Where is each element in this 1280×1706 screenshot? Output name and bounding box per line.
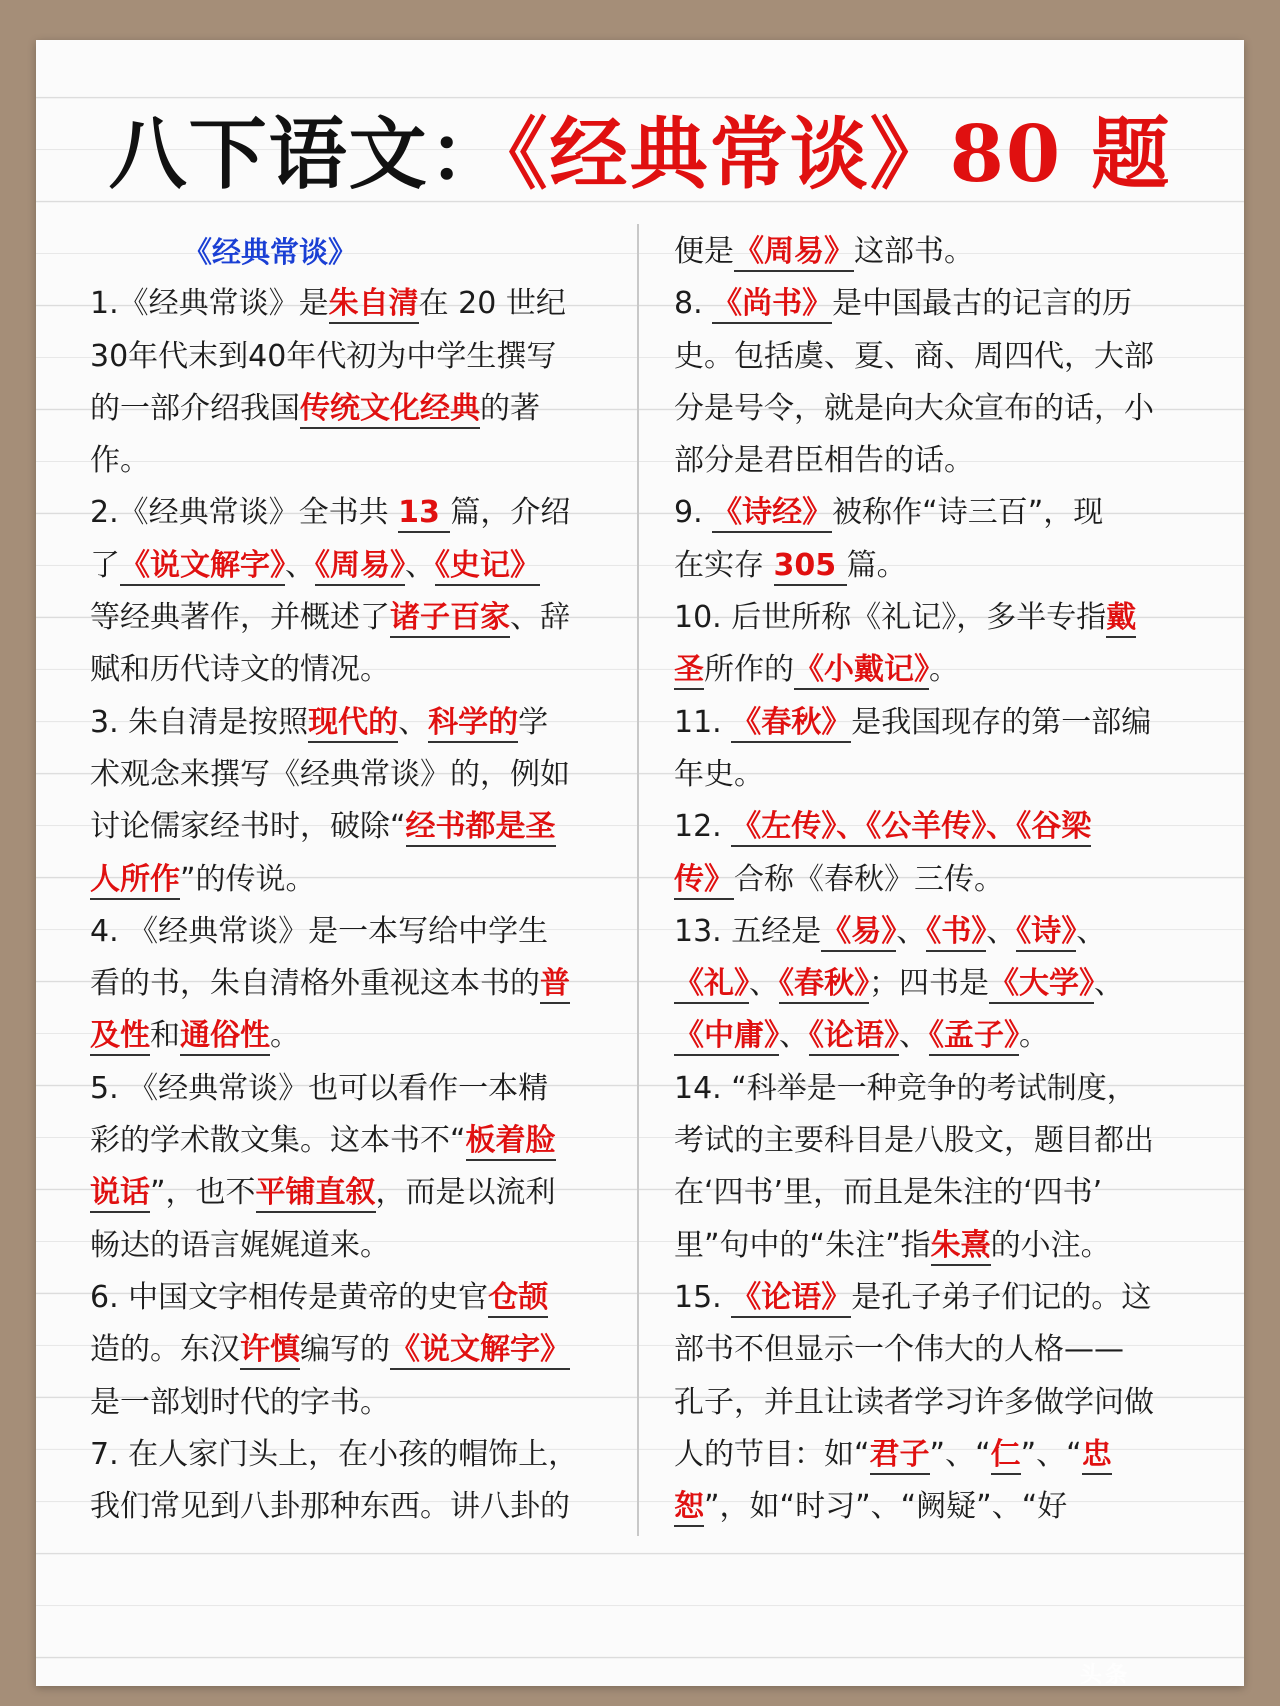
answer-blank: 《左传》、《公羊传》、《谷梁 bbox=[731, 809, 1091, 847]
line-text: 作。 bbox=[90, 443, 150, 479]
answer-blank: 《中庸》 bbox=[674, 1018, 779, 1056]
line-text: 等经典著作，并概述了 bbox=[90, 600, 390, 636]
answer-blank: 现代的 bbox=[308, 705, 398, 743]
text-line bbox=[674, 435, 1199, 487]
text-line bbox=[90, 644, 615, 696]
line-text: 9. bbox=[674, 495, 713, 531]
text-line bbox=[674, 906, 1199, 958]
answer-blank: 朱熹 bbox=[931, 1228, 991, 1266]
answer-blank: 忠 bbox=[1082, 1437, 1112, 1475]
line-text: 。 bbox=[1019, 1018, 1049, 1054]
line-text: 人的节目：如“ bbox=[674, 1436, 870, 1472]
line-text: 。 bbox=[270, 1018, 300, 1054]
line-text: 篇，介绍 bbox=[450, 495, 571, 531]
line-text: 2.《经典常谈》全书共 bbox=[90, 495, 399, 531]
line-text: ”，如“时习”、“阙疑”、“好 bbox=[704, 1489, 1068, 1525]
text-line bbox=[90, 1272, 615, 1324]
text-line bbox=[90, 697, 615, 749]
answer-blank: 普 bbox=[540, 966, 570, 1004]
answer-blank: 《易》 bbox=[821, 914, 896, 952]
text-line bbox=[674, 226, 1199, 278]
answer-blank: 《礼》 bbox=[674, 966, 749, 1004]
watermark: 头条 bbox=[1080, 1663, 1131, 1688]
answer-blank: 《周易》 bbox=[315, 548, 405, 586]
line-text: 、 bbox=[1076, 913, 1107, 949]
line-text: 、 bbox=[398, 704, 429, 740]
answer-blank: 及性 bbox=[90, 1018, 150, 1056]
answer-blank: 《论语》 bbox=[731, 1280, 851, 1318]
left-column bbox=[90, 226, 615, 1533]
line-text: 、 bbox=[285, 547, 315, 583]
text-line bbox=[90, 749, 615, 801]
answer-blank: 《论语》 bbox=[809, 1018, 899, 1056]
text-line bbox=[90, 1429, 615, 1481]
line-text: 篇。 bbox=[846, 547, 907, 583]
line-text: 部分是君臣相告的话。 bbox=[674, 443, 974, 479]
answer-blank: 朱自清 bbox=[329, 286, 419, 324]
title-book: 《经典常谈》80 题 bbox=[508, 109, 1172, 200]
line-text: 、 bbox=[899, 1018, 929, 1054]
answer-blank: 305 bbox=[774, 548, 847, 586]
line-text: 12. bbox=[674, 809, 732, 845]
line-text: 造的。东汉 bbox=[90, 1332, 240, 1368]
answer-blank: 《尚书》 bbox=[712, 286, 832, 324]
text-line bbox=[90, 331, 615, 383]
line-text: ，而是以流利 bbox=[375, 1175, 556, 1211]
title-prefix: 八下语文： bbox=[108, 109, 509, 200]
answer-blank: 13 bbox=[398, 495, 450, 533]
line-text: 1.《经典常谈》是 bbox=[90, 286, 329, 322]
answer-blank: 仓颉 bbox=[488, 1280, 548, 1318]
line-text: 我们常见到八卦那种东西。讲八卦的 bbox=[90, 1489, 570, 1525]
text-line bbox=[90, 278, 615, 330]
answer-blank: 戴 bbox=[1106, 600, 1136, 638]
line-text: 5. 《经典常谈》也可以看作一本精 bbox=[90, 1070, 549, 1106]
line-text: 15. bbox=[674, 1279, 732, 1315]
line-text: 讨论儒家经书时，破除“ bbox=[90, 809, 406, 845]
answer-blank: 《书》 bbox=[926, 914, 986, 952]
line-text: 7. 在人家门头上，在小孩的帽饰上， bbox=[90, 1436, 579, 1472]
text-line bbox=[90, 1063, 615, 1115]
right-lines bbox=[674, 226, 1199, 1533]
text-line bbox=[674, 1063, 1199, 1115]
line-text: 里”句中的“朱注”指 bbox=[674, 1227, 931, 1263]
line-text: 考试的主要科目是八股文，题目都出 bbox=[674, 1123, 1154, 1159]
text-line bbox=[674, 383, 1199, 435]
line-text: 赋和历代诗文的情况。 bbox=[90, 652, 390, 688]
line-text: 术观念来撰写《经典常谈》的，例如 bbox=[90, 756, 570, 792]
line-text: 6. 中国文字相传是黄帝的史官 bbox=[90, 1279, 489, 1315]
text-line bbox=[674, 1272, 1199, 1324]
text-line bbox=[674, 1220, 1199, 1272]
line-text: ”、“ bbox=[1020, 1436, 1082, 1472]
right-column bbox=[674, 226, 1199, 1533]
text-line bbox=[90, 383, 615, 435]
line-text: ”，也不 bbox=[150, 1175, 256, 1211]
line-text: 是中国最古的记言的历 bbox=[832, 286, 1133, 322]
page-title bbox=[0, 100, 1280, 210]
line-text: 年史。 bbox=[674, 756, 764, 792]
line-text: 是我国现存的第一部编 bbox=[851, 704, 1152, 740]
answer-blank: 《说文解字》 bbox=[390, 1332, 570, 1370]
answer-blank: 《史记》 bbox=[435, 548, 540, 586]
answer-blank: 恕 bbox=[674, 1489, 704, 1527]
answer-blank: 《孟子》 bbox=[929, 1018, 1019, 1056]
line-text: 所作的 bbox=[704, 652, 794, 688]
text-line bbox=[674, 331, 1199, 383]
line-text: ；四书是 bbox=[869, 966, 989, 1002]
text-line bbox=[90, 540, 615, 592]
answer-blank: 经书都是圣 bbox=[406, 809, 556, 847]
line-text: 分是号令，就是向大众宣布的话，小 bbox=[674, 390, 1154, 426]
column-divider bbox=[637, 224, 639, 1536]
line-text: 畅达的语言娓娓道来。 bbox=[90, 1227, 390, 1263]
line-text: 、 bbox=[749, 966, 779, 1002]
text-line bbox=[674, 1010, 1199, 1062]
line-text: 在实存 bbox=[674, 547, 774, 583]
text-line bbox=[674, 749, 1199, 801]
text-line bbox=[90, 906, 615, 958]
answer-blank: 科学的 bbox=[428, 705, 518, 743]
text-line bbox=[674, 278, 1199, 330]
answer-blank: 说话 bbox=[90, 1175, 150, 1213]
text-line bbox=[674, 487, 1199, 539]
text-line bbox=[90, 435, 615, 487]
text-line bbox=[674, 1377, 1199, 1429]
line-text: 13. 五经是 bbox=[674, 913, 822, 949]
section-heading: 《经典常谈》 bbox=[182, 235, 357, 269]
line-text: 彩的学术散文集。这本书不“ bbox=[90, 1123, 466, 1159]
line-text: 的小注。 bbox=[990, 1227, 1111, 1263]
text-line bbox=[674, 540, 1199, 592]
answer-blank: 《周易》 bbox=[734, 234, 854, 272]
text-line bbox=[90, 958, 615, 1010]
text-line bbox=[90, 854, 615, 906]
line-text: 被称作“诗三百”，现 bbox=[832, 495, 1104, 531]
text-line bbox=[90, 1377, 615, 1429]
line-text: 看的书，朱自清格外重视这本书的 bbox=[90, 966, 540, 1002]
line-text: 是孔子弟子们记的。这 bbox=[851, 1279, 1152, 1315]
answer-blank: 《春秋》 bbox=[731, 705, 851, 743]
text-line bbox=[674, 801, 1199, 853]
answer-blank: 许慎 bbox=[240, 1332, 300, 1370]
answer-blank: 仁 bbox=[991, 1437, 1021, 1475]
line-text: 了 bbox=[90, 547, 120, 583]
line-text: 30年代末到40年代初为中学生撰写 bbox=[90, 338, 557, 374]
answer-blank: 通俗性 bbox=[180, 1018, 270, 1056]
text-line bbox=[674, 592, 1199, 644]
answer-blank: 平铺直叙 bbox=[256, 1175, 376, 1213]
line-text: 8. bbox=[674, 286, 713, 322]
text-line bbox=[90, 1481, 615, 1533]
answer-blank: 《小戴记》 bbox=[794, 652, 929, 690]
line-text: 合称《春秋》三传。 bbox=[734, 861, 1004, 897]
line-text: 14. “科举是一种竞争的考试制度， bbox=[674, 1070, 1137, 1106]
line-text: 11. bbox=[674, 704, 732, 740]
line-text: 、辞 bbox=[510, 600, 570, 636]
line-text: 和 bbox=[150, 1018, 180, 1054]
text-line bbox=[90, 487, 615, 539]
text-line bbox=[674, 1167, 1199, 1219]
line-text: 学 bbox=[518, 704, 549, 740]
line-text: 是一部划时代的字书。 bbox=[90, 1384, 390, 1420]
line-text: 这部书。 bbox=[854, 234, 974, 269]
line-text: 、 bbox=[405, 547, 435, 583]
answer-blank: 传统文化经典 bbox=[300, 391, 480, 429]
answer-blank: 《诗》 bbox=[1016, 914, 1076, 952]
line-text: 4. 《经典常谈》是一本写给中学生 bbox=[90, 913, 549, 949]
answer-blank: 《说文解字》 bbox=[120, 548, 285, 586]
line-text: 、 bbox=[986, 913, 1017, 949]
answer-blank: 《大学》 bbox=[989, 966, 1094, 1004]
line-text: 、 bbox=[896, 913, 927, 949]
line-text: 在‘四书’里，而且是朱注的‘四书’ bbox=[674, 1175, 1103, 1211]
answer-blank: 圣 bbox=[674, 652, 704, 690]
text-line bbox=[90, 1010, 615, 1062]
text-line bbox=[90, 1167, 615, 1219]
text-line bbox=[90, 1220, 615, 1272]
line-text: 、 bbox=[779, 1018, 809, 1054]
line-text: 、 bbox=[1094, 966, 1124, 1002]
text-line bbox=[674, 644, 1199, 696]
answer-blank: 板着脸 bbox=[466, 1123, 556, 1161]
left-lines bbox=[90, 278, 615, 1533]
text-line bbox=[674, 1481, 1199, 1533]
answer-blank: 《春秋》 bbox=[779, 966, 869, 1004]
line-text: 史。包括虞、夏、商、周四代，大部 bbox=[674, 338, 1154, 374]
line-text: 10. 后世所称《礼记》，多半专指 bbox=[674, 600, 1107, 636]
text-line bbox=[674, 1429, 1199, 1481]
line-text: ”的传说。 bbox=[180, 861, 316, 897]
text-line bbox=[674, 854, 1199, 906]
line-text: 孔子，并且让读者学习许多做学问做 bbox=[674, 1384, 1154, 1420]
text-line bbox=[90, 1324, 615, 1376]
answer-blank: 人所作 bbox=[90, 862, 180, 900]
answer-blank: 君子 bbox=[870, 1437, 930, 1475]
text-line bbox=[674, 958, 1199, 1010]
text-line bbox=[90, 592, 615, 644]
answer-blank: 诸子百家 bbox=[390, 600, 510, 638]
line-text: 3. 朱自清是按照 bbox=[90, 704, 309, 740]
line-text: 的一部介绍我国 bbox=[90, 390, 300, 426]
text-line bbox=[90, 1115, 615, 1167]
line-text: 的著 bbox=[480, 390, 540, 426]
text-line bbox=[674, 1115, 1199, 1167]
text-line bbox=[674, 1324, 1199, 1376]
answer-blank: 传》 bbox=[674, 862, 734, 900]
line-text: 便是 bbox=[674, 234, 734, 269]
line-text: ”、“ bbox=[929, 1436, 991, 1472]
line-text: 。 bbox=[929, 652, 959, 688]
text-line bbox=[674, 697, 1199, 749]
answer-blank: 《诗经》 bbox=[712, 495, 832, 533]
line-text: 编写的 bbox=[300, 1332, 390, 1368]
text-line bbox=[90, 801, 615, 853]
line-text: 在 20 世纪 bbox=[418, 286, 566, 322]
line-text: 部书不但显示一个伟大的人格—— bbox=[674, 1332, 1124, 1368]
